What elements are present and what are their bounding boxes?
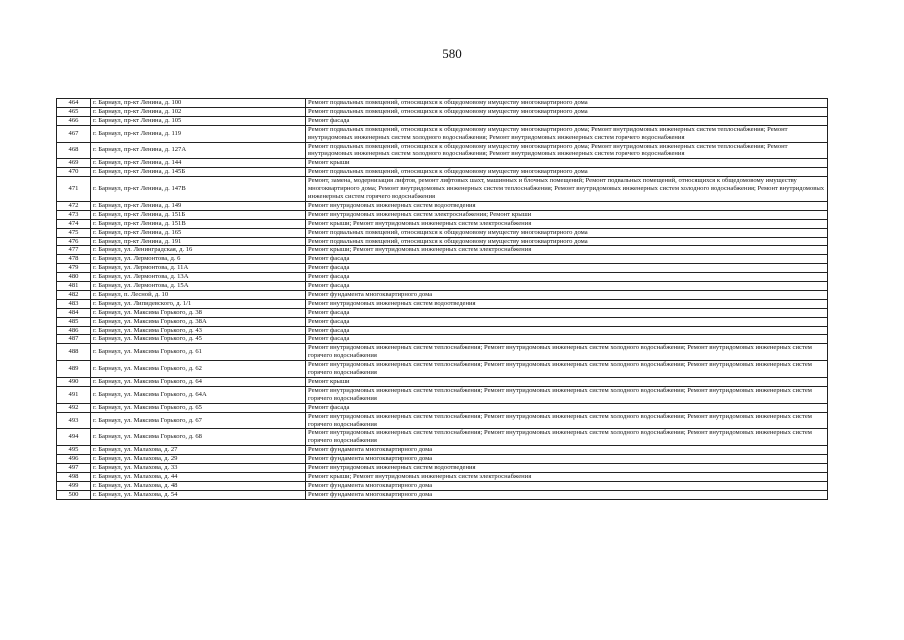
address-cell: г. Барнаул, ул. Максима Горького, д. 68: [91, 429, 306, 446]
address-cell: г. Барнаул, ул. Липидевского, д. 1/1: [91, 299, 306, 308]
work-type-cell: Ремонт фасада: [306, 273, 828, 282]
row-number-cell: 464: [57, 99, 91, 108]
table-row: [57, 299, 828, 308]
table-row: [57, 378, 828, 387]
work-type-cell: Ремонт фасада: [306, 326, 828, 335]
address-cell: г. Барнаул, ул. Максима Горького, д. 62: [91, 361, 306, 378]
table-row: [57, 282, 828, 291]
work-type-cell: Ремонт внутридомовых инженерных систем теплоснабжения; Ремонт внутридомовых инженерных систем холодного водоснабжения; Ремонт внутридомовых инженерных систем горячего водоснабжения: [306, 344, 828, 361]
work-type-cell: Ремонт фасада: [306, 116, 828, 125]
registry-table-body: [57, 99, 828, 500]
work-type-cell: Ремонт внутридомовых инженерных систем теплоснабжения; Ремонт внутридомовых инженерных систем холодного водоснабжения; Ремонт внутридомовых инженерных систем горячего водоснабжения: [306, 412, 828, 429]
row-number-cell: 478: [57, 255, 91, 264]
address-cell: г. Барнаул, ул. Лермонтова, д. 11А: [91, 264, 306, 273]
row-number-cell: 482: [57, 290, 91, 299]
address-cell: г. Барнаул, ул. Максима Горького, д. 43: [91, 326, 306, 335]
work-type-cell: Ремонт фундамента многоквартирного дома: [306, 455, 828, 464]
table-row: [57, 403, 828, 412]
work-type-cell: Ремонт подвальных помещений, относящихся к общедомовому имуществу многоквартирного дома: [306, 99, 828, 108]
address-cell: г. Барнаул, ул. Максима Горького, д. 45: [91, 335, 306, 344]
table-row: [57, 116, 828, 125]
table-row: [57, 386, 828, 403]
row-number-cell: 468: [57, 142, 91, 159]
address-cell: г. Барнаул, пр-кт Ленина, д. 145Б: [91, 168, 306, 177]
table-row: [57, 142, 828, 159]
address-cell: г. Барнаул, ул. Максима Горького, д. 65: [91, 403, 306, 412]
table-row: [57, 446, 828, 455]
work-type-cell: Ремонт крыши; Ремонт внутридомовых инженерных систем электроснабжения: [306, 246, 828, 255]
address-cell: г. Барнаул, ул. Малахова, д. 44: [91, 472, 306, 481]
address-cell: г. Барнаул, пр-кт Ленина, д. 119: [91, 125, 306, 142]
work-type-cell: Ремонт внутридомовых инженерных систем теплоснабжения; Ремонт внутридомовых инженерных систем холодного водоснабжения; Ремонт внутридомовых инженерных систем горячего водоснабжения: [306, 429, 828, 446]
table-row: [57, 317, 828, 326]
address-cell: г. Барнаул, ул. Максима Горького, д. 64: [91, 378, 306, 387]
row-number-cell: 492: [57, 403, 91, 412]
table-row: [57, 472, 828, 481]
work-type-cell: Ремонт, замена, модернизация лифтов, ремонт лифтовых шахт, машинных и блочных помещений; Ремонт подвальных помещений, относящихся к общедомовому имуществу многоквартирного дома; Ремонт внутридомовых инженерных систем теплоснабжения; Ремонт внутридомовых инженерных систем холодного водоснабжения; Ремонт внутридомовых инженерных систем горячего водоснабжения: [306, 177, 828, 202]
row-number-cell: 487: [57, 335, 91, 344]
work-type-cell: Ремонт крыши; Ремонт внутридомовых инженерных систем электроснабжения: [306, 472, 828, 481]
work-type-cell: Ремонт внутридомовых инженерных систем электроснабжения; Ремонт крыши: [306, 210, 828, 219]
table-row: [57, 201, 828, 210]
address-cell: г. Барнаул, ул. Лермонтова, д. 15А: [91, 282, 306, 291]
table-row: [57, 429, 828, 446]
row-number-cell: 483: [57, 299, 91, 308]
row-number-cell: 497: [57, 464, 91, 473]
work-type-cell: Ремонт фасада: [306, 335, 828, 344]
address-cell: г. Барнаул, ул. Малахова, д. 54: [91, 490, 306, 499]
work-type-cell: Ремонт внутридомовых инженерных систем теплоснабжения; Ремонт внутридомовых инженерных систем холодного водоснабжения; Ремонт внутридомовых инженерных систем горячего водоснабжения: [306, 386, 828, 403]
table-row: [57, 326, 828, 335]
address-cell: г. Барнаул, пр-кт Ленина, д. 105: [91, 116, 306, 125]
table-row: [57, 335, 828, 344]
work-type-cell: Ремонт подвальных помещений, относящихся к общедомовому имуществу многоквартирного дома: [306, 107, 828, 116]
work-type-cell: Ремонт подвальных помещений, относящихся к общедомовому имуществу многоквартирного дома; Ремонт внутридомовых инженерных систем теплоснабжения; Ремонт внутридомовых инженерных систем холодного водоснабжения; Ремонт внутридомовых инженерных систем горячего водоснабжения: [306, 142, 828, 159]
address-cell: г. Барнаул, пр-кт Ленина, д. 151В: [91, 219, 306, 228]
table-row: [57, 308, 828, 317]
address-cell: г. Барнаул, ул. Малахова, д. 33: [91, 464, 306, 473]
row-number-cell: 470: [57, 168, 91, 177]
table-row: [57, 159, 828, 168]
table-row: [57, 177, 828, 202]
work-type-cell: Ремонт фундамента многоквартирного дома: [306, 290, 828, 299]
row-number-cell: 489: [57, 361, 91, 378]
table-row: [57, 246, 828, 255]
row-number-cell: 480: [57, 273, 91, 282]
work-type-cell: Ремонт подвальных помещений, относящихся к общедомовому имуществу многоквартирного дома: [306, 237, 828, 246]
address-cell: г. Барнаул, пр-кт Ленина, д. 191: [91, 237, 306, 246]
address-cell: г. Барнаул, ул. Малахова, д. 48: [91, 481, 306, 490]
address-cell: г. Барнаул, ул. Ленинградская, д. 16: [91, 246, 306, 255]
row-number-cell: 496: [57, 455, 91, 464]
address-cell: г. Барнаул, ул. Максима Горького, д. 38: [91, 308, 306, 317]
row-number-cell: 493: [57, 412, 91, 429]
row-number-cell: 474: [57, 219, 91, 228]
row-number-cell: 484: [57, 308, 91, 317]
table-row: [57, 255, 828, 264]
row-number-cell: 471: [57, 177, 91, 202]
work-type-cell: Ремонт фасада: [306, 282, 828, 291]
work-type-cell: Ремонт подвальных помещений, относящихся к общедомовому имуществу многоквартирного дома; Ремонт внутридомовых инженерных систем теплоснабжения; Ремонт внутридомовых инженерных систем холодного водоснабжения; Ремонт внутридомовых инженерных систем горячего водоснабжения: [306, 125, 828, 142]
work-type-cell: Ремонт подвальных помещений, относящихся к общедомовому имуществу многоквартирного дома: [306, 168, 828, 177]
work-type-cell: Ремонт фундамента многоквартирного дома: [306, 490, 828, 499]
row-number-cell: 465: [57, 107, 91, 116]
row-number-cell: 500: [57, 490, 91, 499]
row-number-cell: 481: [57, 282, 91, 291]
table-row: [57, 464, 828, 473]
work-type-cell: Ремонт фасада: [306, 264, 828, 273]
table-row: [57, 455, 828, 464]
row-number-cell: 479: [57, 264, 91, 273]
row-number-cell: 476: [57, 237, 91, 246]
work-type-cell: Ремонт фундамента многоквартирного дома: [306, 481, 828, 490]
address-cell: г. Барнаул, ул. Максима Горького, д. 61: [91, 344, 306, 361]
table-row: [57, 237, 828, 246]
row-number-cell: 467: [57, 125, 91, 142]
address-cell: г. Барнаул, ул. Максима Горького, д. 67: [91, 412, 306, 429]
work-type-cell: Ремонт внутридомовых инженерных систем водоотведения: [306, 464, 828, 473]
address-cell: г. Барнаул, ул. Малахова, д. 29: [91, 455, 306, 464]
work-type-cell: Ремонт внутридомовых инженерных систем теплоснабжения; Ремонт внутридомовых инженерных систем холодного водоснабжения; Ремонт внутридомовых инженерных систем горячего водоснабжения: [306, 361, 828, 378]
table-row: [57, 344, 828, 361]
address-cell: г. Барнаул, пр-кт Ленина, д. 127А: [91, 142, 306, 159]
table-row: [57, 210, 828, 219]
address-cell: г. Барнаул, пр-кт Ленина, д. 144: [91, 159, 306, 168]
table-row: [57, 219, 828, 228]
address-cell: г. Барнаул, ул. Малахова, д. 27: [91, 446, 306, 455]
table-row: [57, 490, 828, 499]
row-number-cell: 486: [57, 326, 91, 335]
address-cell: г. Барнаул, пр-кт Ленина, д. 102: [91, 107, 306, 116]
row-number-cell: 475: [57, 228, 91, 237]
row-number-cell: 472: [57, 201, 91, 210]
work-type-cell: Ремонт фасада: [306, 255, 828, 264]
work-type-cell: Ремонт крыши: [306, 378, 828, 387]
work-type-cell: Ремонт крыши: [306, 159, 828, 168]
row-number-cell: 466: [57, 116, 91, 125]
row-number-cell: 469: [57, 159, 91, 168]
table-row: [57, 264, 828, 273]
address-cell: г. Барнаул, пр-кт Ленина, д. 165: [91, 228, 306, 237]
work-type-cell: Ремонт крыши; Ремонт внутридомовых инженерных систем электроснабжения: [306, 219, 828, 228]
work-type-cell: Ремонт фасада: [306, 308, 828, 317]
row-number-cell: 491: [57, 386, 91, 403]
address-cell: г. Барнаул, пр-кт Ленина, д. 151Б: [91, 210, 306, 219]
address-cell: г. Барнаул, пр-кт Ленина, д. 100: [91, 99, 306, 108]
row-number-cell: 488: [57, 344, 91, 361]
table-row: [57, 107, 828, 116]
row-number-cell: 473: [57, 210, 91, 219]
address-cell: г. Барнаул, ул. Максима Горького, д. 38А: [91, 317, 306, 326]
work-type-cell: Ремонт фундамента многоквартирного дома: [306, 446, 828, 455]
row-number-cell: 498: [57, 472, 91, 481]
table-row: [57, 99, 828, 108]
address-cell: г. Барнаул, пр-кт Ленина, д. 149: [91, 201, 306, 210]
work-type-cell: Ремонт фасада: [306, 317, 828, 326]
page-number: 580: [442, 46, 462, 61]
work-type-cell: Ремонт внутридомовых инженерных систем водоотведения: [306, 201, 828, 210]
table-row: [57, 125, 828, 142]
address-cell: г. Барнаул, ул. Лермонтова, д. 6: [91, 255, 306, 264]
row-number-cell: 490: [57, 378, 91, 387]
table-row: [57, 412, 828, 429]
row-number-cell: 495: [57, 446, 91, 455]
table-row: [57, 168, 828, 177]
row-number-cell: 485: [57, 317, 91, 326]
address-cell: г. Барнаул, ул. Лермонтова, д. 13А: [91, 273, 306, 282]
row-number-cell: 499: [57, 481, 91, 490]
work-type-cell: Ремонт внутридомовых инженерных систем водоотведения: [306, 299, 828, 308]
registry-table: [56, 98, 828, 500]
row-number-cell: 494: [57, 429, 91, 446]
address-cell: г. Барнаул, п. Лесной, д. 10: [91, 290, 306, 299]
address-cell: г. Барнаул, пр-кт Ленина, д. 147В: [91, 177, 306, 202]
table-row: [57, 481, 828, 490]
work-type-cell: Ремонт фасада: [306, 403, 828, 412]
work-type-cell: Ремонт подвальных помещений, относящихся к общедомовому имуществу многоквартирного дома: [306, 228, 828, 237]
address-cell: г. Барнаул, ул. Максима Горького, д. 64А: [91, 386, 306, 403]
table-row: [57, 273, 828, 282]
row-number-cell: 477: [57, 246, 91, 255]
table-row: [57, 228, 828, 237]
table-row: [57, 290, 828, 299]
table-row: [57, 361, 828, 378]
